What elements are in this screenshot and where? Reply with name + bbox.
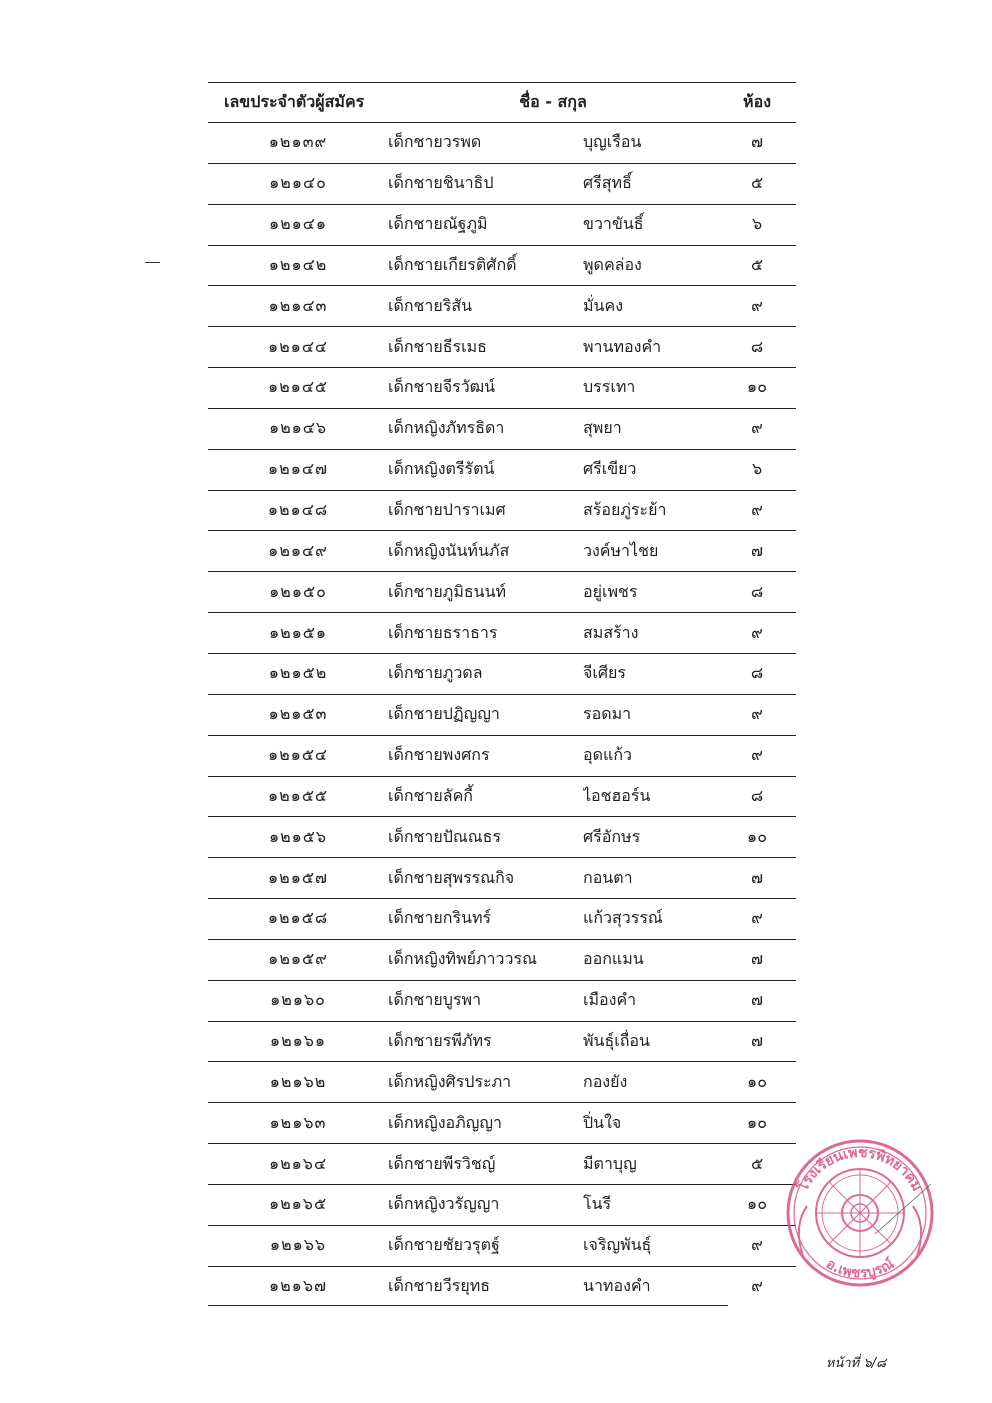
last-name-cell: กองยัง: [583, 1071, 628, 1091]
room-cell: ๙: [751, 418, 763, 438]
room-cell: ๖: [751, 459, 763, 479]
table-row: [208, 490, 796, 531]
first-name-cell: เด็กชายธราธาร: [388, 622, 498, 642]
first-name-cell: เด็กหญิงนันท์นภัส: [388, 540, 510, 560]
last-name-cell: ปิ่นใจ: [583, 1112, 622, 1132]
table-row: [208, 776, 796, 817]
first-name-cell: เด็กชายจีรวัฒน์: [388, 377, 496, 397]
first-name-cell: เด็กชายชินาธิป: [388, 173, 494, 193]
header-applicant-id: เลขประจำตัวผู้สมัคร: [224, 92, 365, 111]
last-name-cell: อุดแก้ว: [583, 745, 632, 765]
first-name-cell: เด็กชายวรพด: [388, 132, 482, 152]
first-name-cell: เด็กชายภูมิธนนท์: [388, 581, 507, 601]
first-name-cell: เด็กชายปฏิญญา: [388, 704, 500, 724]
room-cell: ๕: [750, 173, 764, 193]
applicant-id-cell: ๑๒๑๕๖: [268, 826, 328, 846]
last-name-cell: ศรีเขียว: [583, 459, 637, 479]
applicant-id-cell: ๑๒๑๕๓: [268, 704, 328, 724]
last-name-cell: แก้วสุวรรณ์: [583, 908, 663, 928]
first-name-cell: เด็กหญิงวรัญญา: [388, 1194, 500, 1214]
room-cell: ๙: [751, 1276, 763, 1296]
last-name-cell: วงค์ษาไชย: [583, 540, 659, 560]
room-cell: ๙: [751, 908, 763, 928]
room-cell: ๘: [750, 785, 764, 805]
last-name-cell: เจริญพันธุ์: [583, 1235, 652, 1255]
last-name-cell: ศรีสุทธิ์: [583, 173, 632, 193]
last-name-cell: ออกแมน: [583, 949, 644, 969]
last-name-cell: เมืองคำ: [583, 990, 637, 1010]
table-row: [208, 1021, 796, 1062]
room-cell: ๕: [750, 1153, 764, 1173]
room-cell: ๘: [750, 336, 764, 356]
first-name-cell: เด็กหญิงศิรประภา: [388, 1071, 512, 1091]
last-name-cell: สมสร้าง: [583, 622, 639, 642]
seal-text-top: โรงเรียนเพชรพิทยาคม: [795, 1144, 925, 1195]
room-cell: ๙: [751, 745, 763, 765]
last-name-cell: โนรี: [583, 1194, 612, 1214]
table-row: [208, 286, 796, 327]
table-row: [208, 245, 796, 286]
table-row: [208, 1184, 796, 1225]
first-name-cell: เด็กหญิงภัทรธิดา: [388, 418, 505, 438]
table-row: [208, 939, 796, 980]
first-name-cell: เด็กหญิงทิพย์ภาววรณ: [388, 949, 537, 969]
room-cell: ๗: [751, 990, 764, 1010]
table-row: [208, 1062, 796, 1103]
margin-mark: [145, 262, 160, 263]
applicant-id-cell: ๑๒๑๔๕: [267, 377, 329, 397]
page-number: หน้าที่ ๖/๘: [825, 1356, 886, 1371]
table-row: [208, 980, 796, 1021]
table-row: [208, 694, 796, 735]
applicant-id-cell: ๑๒๑๖๓: [269, 1112, 327, 1132]
table-row: [208, 1225, 796, 1266]
room-cell: ๖: [751, 214, 763, 234]
last-name-cell: จีเศียร: [583, 663, 626, 683]
first-name-cell: เด็กชายลัคกี้: [388, 785, 473, 805]
table-row: [208, 1144, 796, 1185]
applicant-id-cell: ๑๒๑๖๖: [269, 1235, 327, 1255]
table-row: [208, 327, 796, 368]
room-cell: ๗: [751, 132, 764, 152]
applicant-id-cell: ๑๒๑๖๕: [268, 1194, 328, 1214]
table-row: [208, 123, 796, 164]
applicant-id-cell: ๑๒๑๖๗: [268, 1276, 328, 1296]
applicant-id-cell: ๑๒๑๕๐: [269, 581, 327, 601]
applicant-id-cell: ๑๒๑๖๐: [270, 990, 326, 1010]
last-name-cell: มีตาบุญ: [583, 1153, 637, 1173]
table-row: [208, 858, 796, 899]
room-cell: ๑๐: [747, 377, 767, 397]
applicant-id-cell: ๑๒๑๔๙: [268, 540, 328, 560]
table-row: [208, 408, 796, 449]
table-row: [208, 653, 796, 694]
last-name-cell: พานทองคำ: [583, 336, 662, 356]
first-name-cell: เด็กชายพีรวิชญ์: [388, 1153, 496, 1173]
applicant-id-cell: ๑๒๑๖๑: [269, 1030, 327, 1050]
first-name-cell: เด็กชายชัยวรุตฐ์: [388, 1235, 500, 1255]
room-cell: ๑๐: [747, 1071, 767, 1091]
table-bottom-rule: [208, 1305, 728, 1306]
applicant-id-cell: ๑๒๑๔๔: [267, 336, 329, 356]
header-row: [208, 83, 796, 123]
last-name-cell: ขวาขันธิ์: [583, 214, 644, 234]
table-row: [208, 204, 796, 245]
first-name-cell: เด็กหญิงอภิญญา: [388, 1112, 502, 1132]
first-name-cell: เด็กชายริสัน: [388, 295, 473, 315]
last-name-cell: รอดมา: [583, 704, 632, 724]
room-cell: ๑๐: [747, 1194, 767, 1214]
room-cell: ๗: [751, 1030, 764, 1050]
room-cell: ๙: [751, 704, 763, 724]
first-name-cell: เด็กชายภูวดล: [388, 663, 483, 683]
applicant-room-table: [208, 82, 796, 1307]
first-name-cell: เด็กชายปาราเมศ: [388, 500, 506, 520]
table-row: [208, 163, 796, 204]
applicant-id-cell: ๑๒๑๔๑: [268, 214, 328, 234]
last-name-cell: ไอชฮอร์น: [583, 785, 651, 805]
table-row: [208, 449, 796, 490]
applicant-id-cell: ๑๒๑๖๔: [268, 1153, 328, 1173]
table-row: [208, 613, 796, 654]
first-name-cell: เด็กชายณัฐภูมิ: [388, 214, 488, 234]
last-name-cell: พันธุ์เถื่อน: [583, 1030, 650, 1050]
table-row: [208, 572, 796, 613]
table-row: [208, 899, 796, 940]
seal-text-bottom: อ.เพชรบูรณ์: [823, 1255, 898, 1282]
first-name-cell: เด็กชายวีรยุทธ: [388, 1276, 491, 1296]
applicant-id-cell: ๑๒๑๔๖: [268, 418, 328, 438]
first-name-cell: เด็กชายบูรพา: [388, 990, 482, 1010]
last-name-cell: สุพยา: [583, 418, 622, 438]
table-row: [208, 735, 796, 776]
table-body: [208, 123, 796, 1307]
table-header: [208, 83, 796, 123]
last-name-cell: นาทองคำ: [583, 1276, 651, 1296]
last-name-cell: บรรเทา: [583, 377, 636, 397]
first-name-cell: เด็กชายเกียรติศักดิ์: [388, 254, 517, 274]
first-name-cell: เด็กชายกรินทร์: [388, 908, 492, 928]
first-name-cell: เด็กชายสุพรรณกิจ: [388, 867, 515, 887]
first-name-cell: เด็กชายพงศกร: [388, 745, 490, 765]
room-cell: ๗: [751, 867, 764, 887]
room-cell: ๙: [751, 1235, 763, 1255]
first-name-cell: เด็กหญิงตรีรัตน์: [388, 459, 495, 479]
room-cell: ๑๐: [747, 1112, 767, 1132]
applicant-id-cell: ๑๒๑๕๒: [268, 663, 328, 683]
header-room: ห้อง: [743, 92, 771, 111]
last-name-cell: ศรีอักษร: [583, 826, 641, 846]
applicant-id-cell: ๑๒๑๓๙: [268, 132, 328, 152]
room-cell: ๗: [751, 540, 764, 560]
applicant-id-cell: ๑๒๑๔๗: [268, 459, 328, 479]
last-name-cell: อยู่เพชร: [583, 581, 638, 601]
svg-text:อ.เพชรบูรณ์: [823, 1255, 897, 1282]
applicant-id-cell: ๑๒๑๔๘: [267, 500, 329, 520]
first-name-cell: เด็กชายธีรเมธ: [388, 336, 487, 356]
room-cell: ๙: [751, 295, 763, 315]
first-name-cell: เด็กชายรพีภัทร: [388, 1030, 492, 1050]
applicant-id-cell: ๑๒๑๔๒: [268, 254, 328, 274]
last-name-cell: กอนตา: [583, 867, 633, 887]
room-cell: ๗: [751, 949, 764, 969]
applicant-id-cell: ๑๒๑๕๙: [268, 949, 328, 969]
applicant-id-cell: ๑๒๑๕๑: [268, 622, 328, 642]
applicant-id-cell: ๑๒๑๕๕: [267, 785, 329, 805]
applicant-id-cell: ๑๒๑๕๘: [267, 908, 329, 928]
header-full-name: ชื่อ - สกุล: [519, 92, 587, 111]
table-row: [208, 368, 796, 409]
first-name-cell: เด็กชายปัณณธร: [388, 826, 501, 846]
table-row: [208, 531, 796, 572]
room-cell: ๘: [750, 581, 764, 601]
applicant-id-cell: ๑๒๑๖๒: [269, 1071, 327, 1091]
table-row: [208, 817, 796, 858]
room-cell: ๙: [751, 500, 763, 520]
applicant-id-cell: ๑๒๑๕๗: [268, 867, 328, 887]
applicant-id-cell: ๑๒๑๔๓: [268, 295, 328, 315]
table-row: [208, 1103, 796, 1144]
room-cell: ๕: [750, 254, 764, 274]
room-cell: ๑๐: [747, 826, 767, 846]
last-name-cell: สร้อยภู่ระย้า: [583, 500, 667, 520]
last-name-cell: มั่นคง: [583, 295, 623, 315]
applicant-id-cell: ๑๒๑๔๐: [269, 173, 327, 193]
last-name-cell: บุญเรือน: [583, 132, 642, 152]
room-cell: ๘: [750, 663, 764, 683]
table-row: [208, 1266, 796, 1307]
applicant-id-cell: ๑๒๑๕๔: [267, 745, 329, 765]
last-name-cell: พูดคล่อง: [583, 254, 642, 274]
school-seal-stamp: [783, 1136, 937, 1290]
room-cell: ๙: [751, 622, 763, 642]
